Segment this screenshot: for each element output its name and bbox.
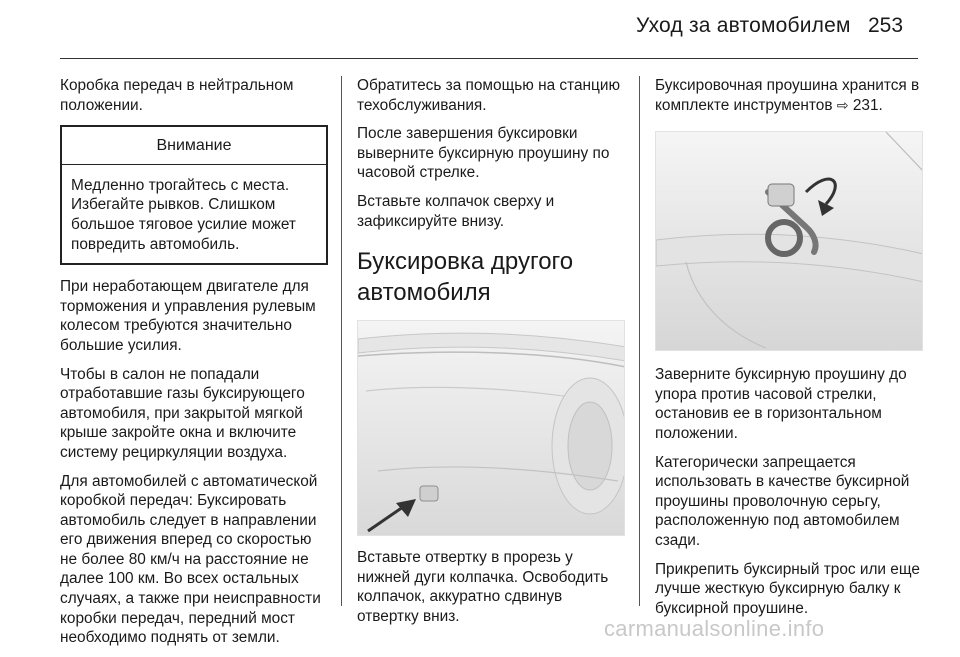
header-divider (60, 58, 918, 59)
paragraph-attach-rope: Прикрепить буксирный трос или еще лучше жесткую буксирную балку к буксирной проушине. (655, 560, 920, 617)
paragraph-automatic-transmission: Для автомобилей с автоматической коробкой передач: Буксировать автомобиль следует в направлении его движения вперед со скоростью не более 80 км/ч на расстояние не далее 100 км. Во всех остальных случаях, а также при неисправности коробки передач, передний мост необходимо поднять от земли. (60, 472, 321, 647)
caution-box (60, 125, 328, 265)
page-title: Уход за автомобилем (636, 14, 851, 37)
paragraph-service-station: Обратитесь за помощью на станцию техобслуживания. (357, 77, 620, 114)
paragraph-unscrew-eye: После завершения буксировки выверните буксирную проушину по часовой стрелке. (357, 125, 610, 182)
paragraph-screw-in-eye: Заверните буксирную проушину до упора против часовой стрелки, остановив ее в горизонтальном положении. (655, 366, 907, 442)
rear-bumper-illustration (357, 320, 625, 536)
column-divider (341, 76, 342, 606)
watermark: carmanualsonline.info (604, 616, 825, 641)
section-heading: Буксировка другого автомобиля (357, 248, 574, 307)
page-reference: 231. (852, 96, 883, 114)
page-number: 253 (868, 14, 904, 37)
page-reference-arrow-icon: ⇨ (836, 96, 849, 113)
caution-text: Медленно трогайтесь с места. Избегайте рывков. Слишком большое тяговое усилие может повредить автомобиль. (71, 176, 296, 253)
paragraph-screwdriver: Вставьте отвертку в прорезь у нижней дуги колпачка. Освободить колпачок, аккуратно сдвинув отвертку вниз. (357, 549, 609, 625)
towing-eye-illustration (655, 131, 923, 351)
paragraph-neutral-gear: Коробка передач в нейтральном положении. (60, 77, 294, 114)
column-left (60, 76, 328, 657)
paragraph-insert-cap: Вставьте колпачок сверху и зафиксируйте внизу. (357, 192, 555, 230)
column-divider (639, 76, 640, 606)
paragraph-tool-kit (655, 76, 923, 115)
column-middle (357, 76, 625, 636)
tool-kit-text: Буксировочная проушина хранится в комплекте инструментов (655, 77, 920, 114)
column-right (655, 76, 923, 627)
paragraph-engine-off: При неработающем двигателе для торможения и управления рулевым колесом требуются значительно большие усилия. (60, 278, 316, 354)
caution-title: Внимание (62, 127, 326, 165)
paragraph-forbidden-use: Категорически запрещается использовать в качестве буксирной проушины проволочную серьгу, расположенную под автомобилем сзади. (655, 453, 910, 549)
paragraph-exhaust-gases: Чтобы в салон не попадали отработавшие газы буксирующего автомобиля, при закрытой мягкой крыше закройте окна и включите систему рециркуляции воздуха. (60, 365, 305, 461)
